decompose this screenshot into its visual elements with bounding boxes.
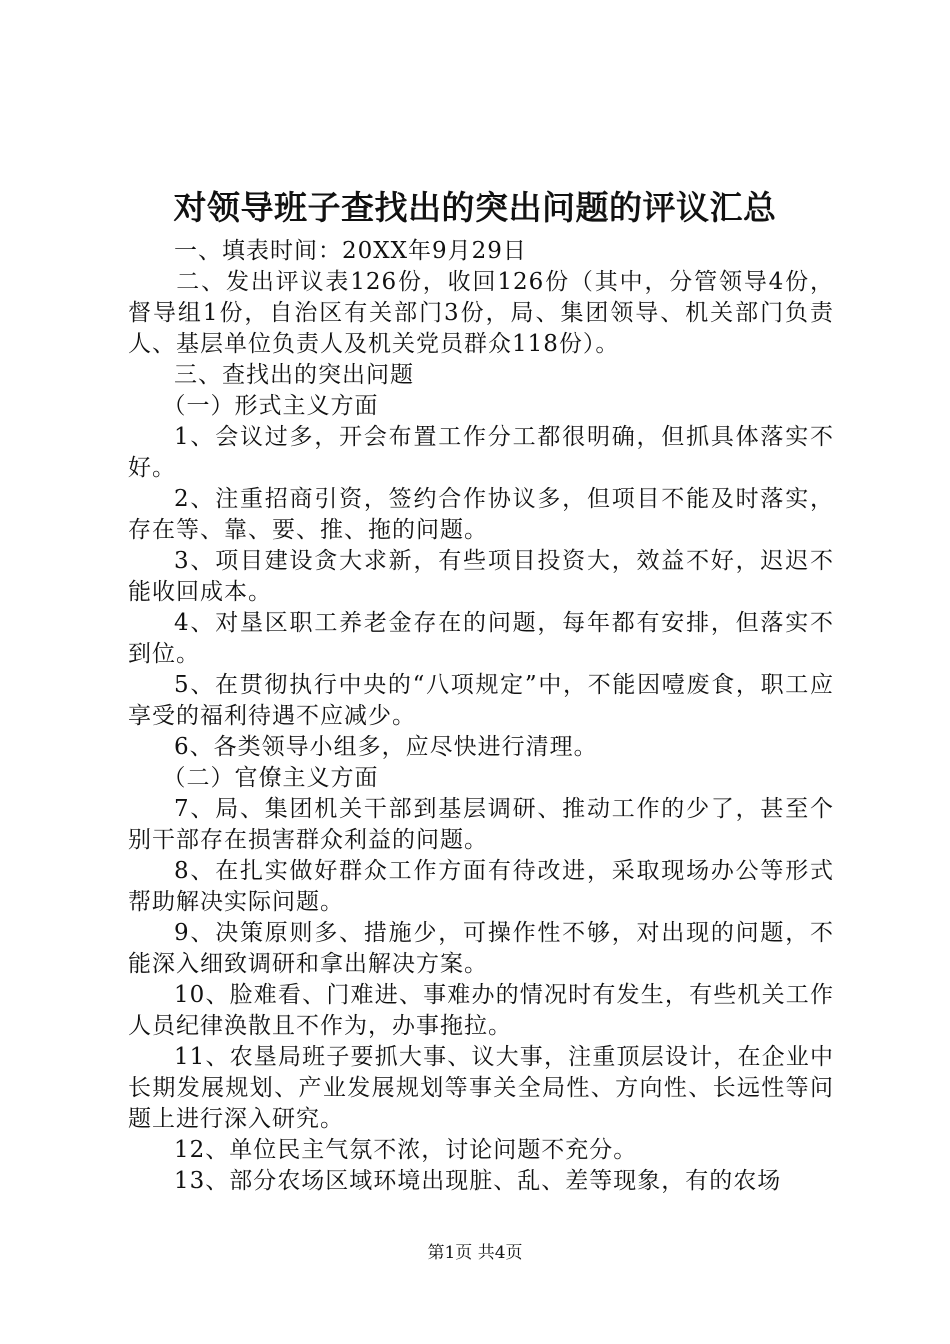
subsection-heading-formalism: （一）形式主义方面 xyxy=(162,393,379,419)
list-item: 5、在贯彻执行中央的“八项规定”中，不能因噎废食，职工应享受的福利待遇不应减少。 xyxy=(128,672,834,729)
list-item: 8、在扎实做好群众工作方面有待改进，采取现场办公等形式帮助解决实际问题。 xyxy=(128,858,834,915)
list-item: 4、对垦区职工养老金存在的问题，每年都有安排，但落实不到位。 xyxy=(128,610,834,667)
paragraph-fill-time: 一、填表时间：20XX年9月29日 xyxy=(174,238,527,264)
list-item: 10、脸难看、门难进、事难办的情况时有发生，有些机关工作人员纪律涣散且不作为，办事拖拉。 xyxy=(128,982,834,1039)
list-item: 13、部分农场区域环境出现脏、乱、差等现象，有的农场 xyxy=(174,1168,782,1194)
list-item: 9、决策原则多、措施少，可操作性不够，对出现的问题，不能深入细致调研和拿出解决方案。 xyxy=(128,920,834,977)
document-title: 对领导班子查找出的突出问题的评议汇总 xyxy=(173,188,777,227)
list-item: 3、项目建设贪大求新，有些项目投资大，效益不好，迟迟不能收回成本。 xyxy=(128,548,834,605)
list-item: 2、注重招商引资，签约合作协议多，但项目不能及时落实，存在等、靠、要、推、拖的问题。 xyxy=(128,486,834,543)
list-item: 11、农垦局班子要抓大事、议大事，注重顶层设计，在企业中长期发展规划、产业发展规划等事关全局性、方向性、长远性等问题上进行深入研究。 xyxy=(128,1044,834,1132)
list-item: 1、会议过多，开会布置工作分工都很明确，但抓具体落实不好。 xyxy=(128,424,834,481)
list-item: 7、局、集团机关干部到基层调研、推动工作的少了，甚至个别干部存在损害群众利益的问题。 xyxy=(128,796,834,853)
list-item: 12、单位民主气氛不浓，讨论问题不充分。 xyxy=(174,1137,638,1163)
subsection-heading-bureaucratism: （二）官僚主义方面 xyxy=(162,765,379,791)
document-body xyxy=(128,236,834,1197)
section-heading-problems: 三、查找出的突出问题 xyxy=(174,362,414,388)
list-item: 6、各类领导小组多，应尽快进行清理。 xyxy=(174,734,598,760)
paragraph-forms-issued: 二、发出评议表126份，收回126份（其中，分管领导4份，督导组1份，自治区有关部门3份，局、集团领导、机关部门负责人、基层单位负责人及机关党员群众118份）。 xyxy=(128,269,834,357)
page-number-footer: 第1页 共4页 xyxy=(427,1243,523,1263)
